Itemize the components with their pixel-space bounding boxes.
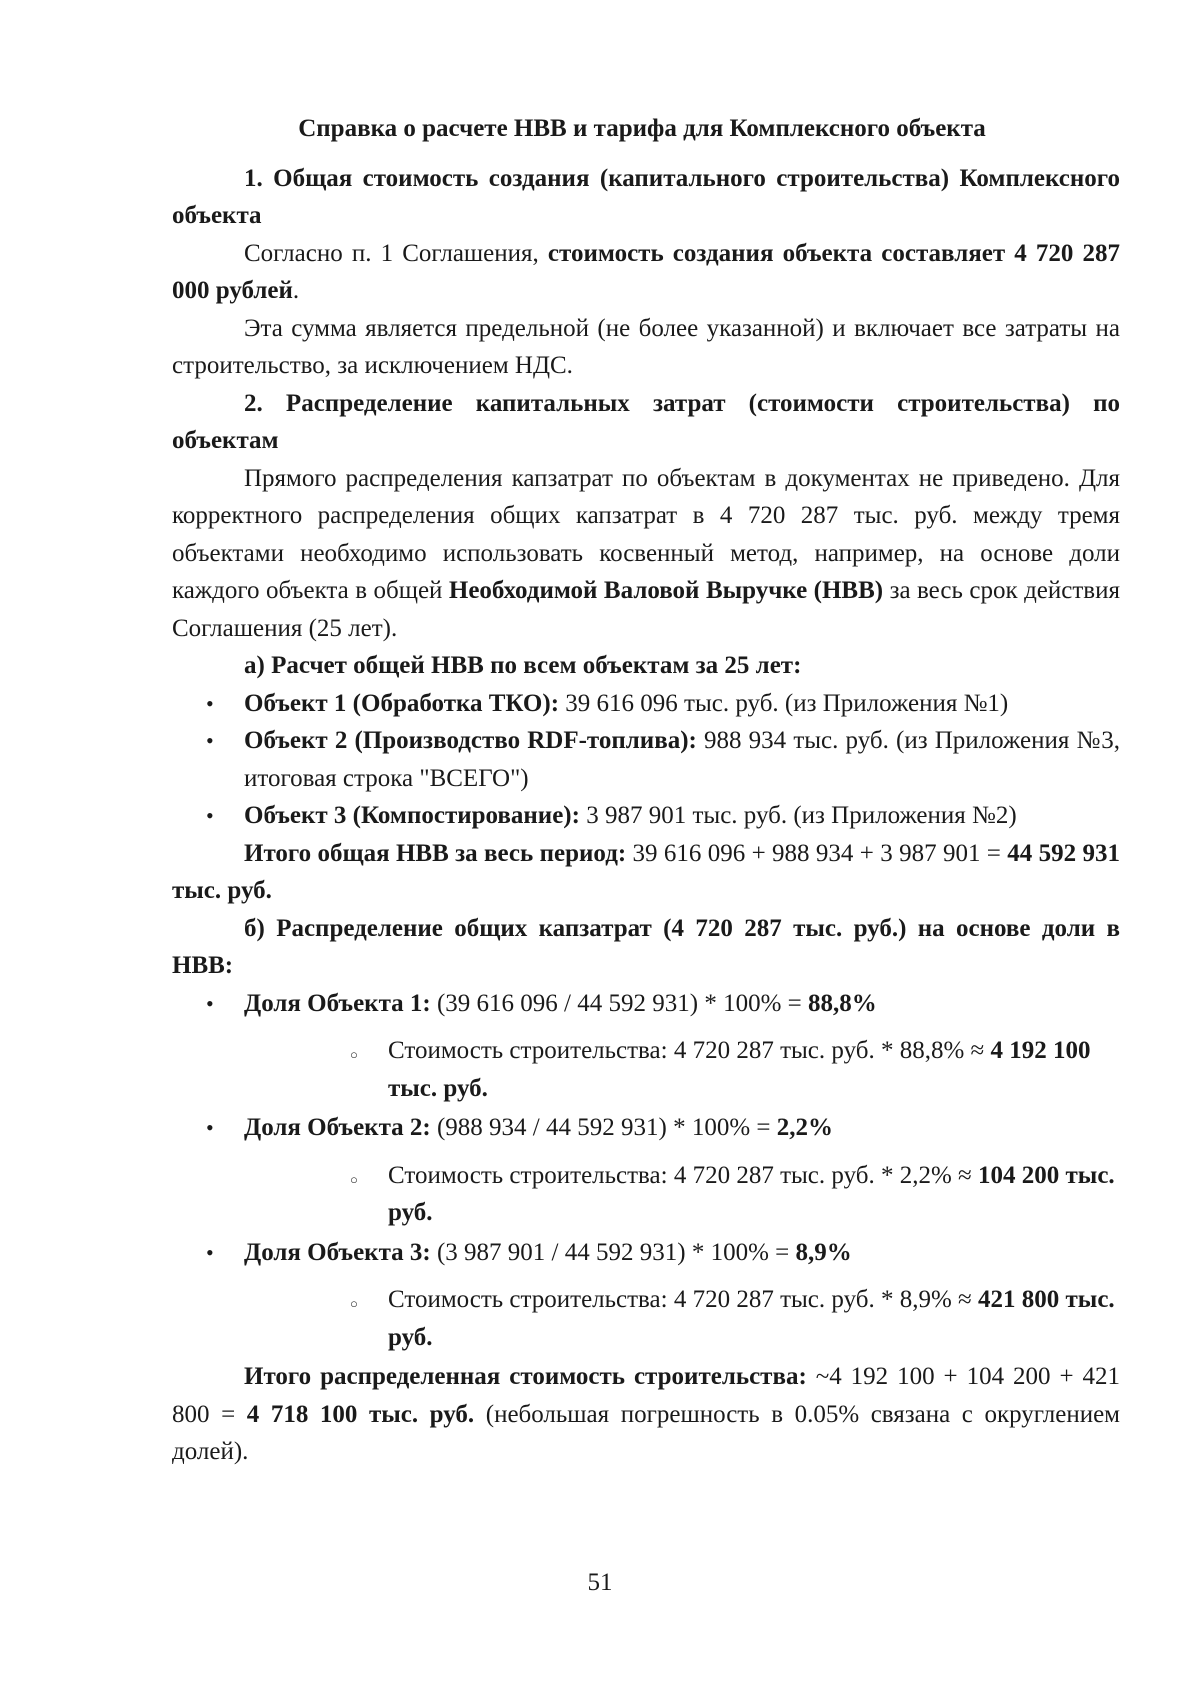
list-item: • Доля Объекта 2: (988 934 / 44 592 931) * 100% = 2,2% ○ Стоимость строительства: 4 720 287 тыс. руб. * 2,2% ≈ 104 200 тыс. руб. <box>172 1109 1120 1232</box>
subsection-a-heading: а) Расчет общей НВВ по всем объектам за 25 лет: <box>244 652 802 679</box>
nvv-objects-list <box>172 685 1120 835</box>
sub-list-item: ○ Стоимость строительства: 4 720 287 тыс. руб. * 2,2% ≈ 104 200 тыс. руб. <box>244 1157 1120 1232</box>
document-title: Справка о расчете НВВ и тарифа для Комплексного объекта <box>298 115 986 142</box>
section-2-heading: 2. Распределение капитальных затрат (стоимости строительства) по объектам <box>172 389 1120 454</box>
list-item: • Доля Объекта 3: (3 987 901 / 44 592 931) * 100% = 8,9% ○ Стоимость строительства: 4 720 287 тыс. руб. * 8,9% ≈ 421 800 тыс. руб. <box>172 1234 1120 1357</box>
sub-list-item: ○ Стоимость строительства: 4 720 287 тыс. руб. * 8,9% ≈ 421 800 тыс. руб. <box>244 1281 1120 1356</box>
capex-total: Итого распределенная стоимость строительства: ~4 192 100 + 104 200 + 421 800 = 4 718 100 тыс. руб. (небольшая погрешность в 0.05% связана с округлением долей). <box>172 1363 1121 1465</box>
list-item: • Объект 3 (Компостирование): 3 987 901 тыс. руб. (из Приложения №2) <box>172 797 1120 835</box>
sub-list-item: ○ Стоимость строительства: 4 720 287 тыс. руб. * 88,8% ≈ 4 192 100 тыс. руб. <box>244 1032 1120 1107</box>
list-item: • Объект 2 (Производство RDF-топлива): 988 934 тыс. руб. (из Приложения №3, итоговая строка "ВСЕГО") <box>172 722 1120 797</box>
page-number: 51 <box>587 1569 613 1596</box>
list-item: • Доля Объекта 1: (39 616 096 / 44 592 931) * 100% = 88,8% ○ Стоимость строительства: 4 720 287 тыс. руб. * 88,8% ≈ 4 192 100 тыс. руб. <box>172 985 1120 1108</box>
nvv-total: Итого общая НВВ за весь период: 39 616 096 + 988 934 + 3 987 901 = 44 592 931 тыс. руб. <box>172 839 1120 904</box>
subsection-b-heading: б) Распределение общих капзатрат (4 720 287 тыс. руб.) на основе доли в НВВ: <box>172 914 1120 979</box>
section-1-paragraph-2: Эта сумма является предельной (не более указанной) и включает все затраты на строительство, за исключением НДС. <box>172 314 1120 379</box>
section-1-paragraph-1: Согласно п. 1 Соглашения, стоимость создания объекта составляет 4 720 287 000 рублей. <box>172 239 1120 304</box>
section-1-heading: 1. Общая стоимость создания (капитального строительства) Комплексного объекта <box>172 164 1120 229</box>
section-2-paragraph-1: Прямого распределения капзатрат по объектам в документах не приведено. Для корректного распределения общих капзатрат в 4 720 287 тыс. руб. между тремя объектами необходимо использовать косвенный метод, например, на основе доли каждого объекта в общей Необходимой Валовой Выручке (НВВ) за весь срок действия Соглашения (25 лет). <box>172 464 1120 642</box>
capex-share-list <box>172 985 1120 1357</box>
list-item: • Объект 1 (Обработка ТКО): 39 616 096 тыс. руб. (из Приложения №1) <box>172 685 1120 723</box>
